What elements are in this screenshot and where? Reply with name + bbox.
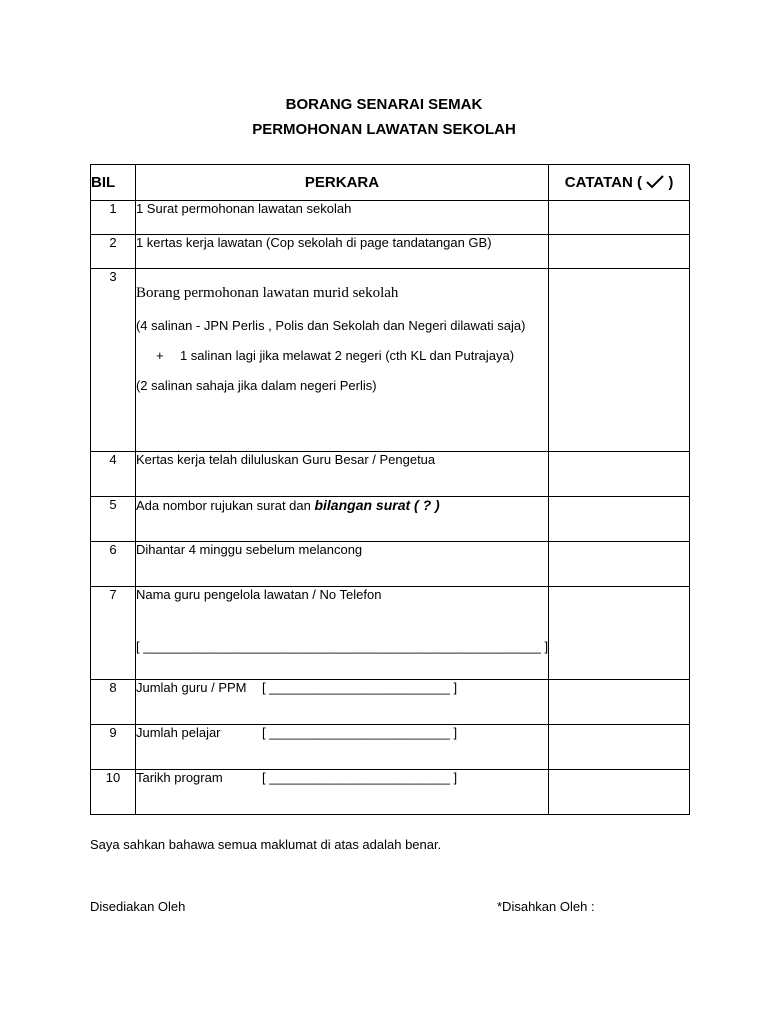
plus-bullet-icon: + — [155, 348, 164, 363]
header-bil: BIL — [91, 165, 136, 201]
row-item: Dihantar 4 minggu sebelum melancong — [135, 542, 548, 587]
table-row — [91, 725, 690, 770]
row-item-bullet — [156, 346, 548, 366]
header-catatan — [549, 165, 690, 201]
row-item — [135, 269, 548, 452]
table-row — [91, 201, 690, 235]
jumlah-guru-blank[interactable]: [ _________________________ ] — [261, 680, 458, 695]
row-item-title: Borang permohonan lawatan murid sekolah — [135, 285, 399, 301]
row-item — [135, 587, 548, 680]
row-item — [135, 725, 548, 770]
row-number: 8 — [91, 680, 136, 725]
declaration-text: Saya sahkan bahawa semua maklumat di atas adalah benar. — [90, 837, 442, 852]
prepared-by-label: Disediakan Oleh — [90, 899, 186, 914]
row-item-bullet-text: 1 salinan lagi jika melawat 2 negeri (cth KL dan Putrajaya) — [179, 348, 515, 363]
row-catatan-cell[interactable] — [549, 201, 690, 235]
row-number: 9 — [91, 725, 136, 770]
row-number: 6 — [91, 542, 136, 587]
row-number: 1 — [91, 201, 136, 235]
table-row — [91, 452, 690, 497]
header-catatan-close: ) — [668, 174, 674, 191]
row-item-text: Ada nombor rujukan surat dan — [135, 498, 315, 513]
header-catatan-label: CATATAN ( — [564, 174, 642, 191]
row-catatan-cell[interactable] — [549, 269, 690, 452]
row-item-note: (4 salinan - JPN Perlis , Polis dan Sekolah dan Negeri dilawati saja) — [135, 318, 526, 333]
header-perkara: PERKARA — [135, 165, 548, 201]
row-item: Kertas kerja telah diluluskan Guru Besar / Pengetua — [135, 452, 548, 497]
table-row — [91, 587, 690, 680]
row-catatan-cell[interactable] — [549, 497, 690, 542]
row-catatan-cell[interactable] — [549, 680, 690, 725]
row-number: 4 — [91, 452, 136, 497]
row-item-text: Nama guru pengelola lawatan / No Telefon — [135, 587, 382, 602]
name-phone-blank[interactable]: [ _______________________________________________________ ] — [135, 639, 549, 654]
approved-by-label: *Disahkan Oleh : — [497, 899, 595, 914]
row-number: 5 — [91, 497, 136, 542]
row-catatan-cell[interactable] — [549, 770, 690, 815]
table-header-row — [91, 165, 690, 201]
row-number: 10 — [91, 770, 136, 815]
table-row — [91, 497, 690, 542]
table-row — [91, 680, 690, 725]
checkmark-icon — [646, 175, 664, 189]
row-item-emphasis: bilangan surat ( ? ) — [314, 497, 440, 513]
row-item-label: Jumlah pelajar — [135, 725, 221, 740]
document-subtitle: PERMOHONAN LAWATAN SEKOLAH — [252, 121, 516, 138]
row-item-label: Tarikh program — [135, 770, 223, 785]
row-catatan-cell[interactable] — [549, 235, 690, 269]
row-catatan-cell[interactable] — [549, 587, 690, 680]
table-row — [91, 235, 690, 269]
row-item: 1 kertas kerja lawatan (Cop sekolah di page tandatangan GB) — [135, 235, 548, 269]
jumlah-pelajar-blank[interactable]: [ _________________________ ] — [261, 725, 458, 740]
checklist-table — [90, 164, 690, 815]
table-row — [91, 269, 690, 452]
row-item: 1 Surat permohonan lawatan sekolah — [135, 201, 548, 235]
row-item — [135, 680, 548, 725]
row-number: 2 — [91, 235, 136, 269]
tarikh-program-blank[interactable]: [ _________________________ ] — [261, 770, 458, 785]
row-item — [135, 770, 548, 815]
row-catatan-cell[interactable] — [549, 452, 690, 497]
row-number: 3 — [91, 269, 136, 452]
row-item — [135, 497, 548, 542]
row-catatan-cell[interactable] — [549, 725, 690, 770]
row-item-note2: (2 salinan sahaja jika dalam negeri Perlis) — [135, 378, 377, 393]
document-title: BORANG SENARAI SEMAK — [285, 96, 483, 113]
row-item-label: Jumlah guru / PPM — [135, 680, 247, 695]
row-catatan-cell[interactable] — [549, 542, 690, 587]
table-row — [91, 542, 690, 587]
table-row — [91, 770, 690, 815]
row-number: 7 — [91, 587, 136, 680]
